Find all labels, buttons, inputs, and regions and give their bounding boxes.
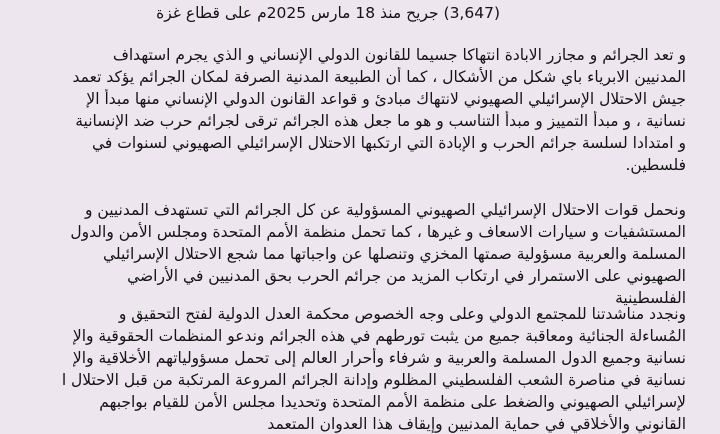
paragraph-line: المسلمة والعربية مسؤولية صمتها المخزي وتنصلها عن واجباتها مما شجع الاحتلال الإسرائيلي — [102, 245, 686, 263]
header-line: (3,647) جريح منذ 18 مارس 2025م على قطاع غزة — [156, 4, 500, 22]
paragraph-line: المُساءلة الجنائية ومعاقبة جميع من يثبت تورطهم في هذه الجرائم وندعو المنظمات الحقوقية والإ — [72, 327, 686, 345]
paragraph-line: الفلسطينية — [615, 289, 686, 307]
paragraph-line: نسانية ، و مبدأ التمييز و مبدأ التناسب و هو ما جعل هذه الجرائم ترقى لجرائم حرب ضد الإنسانية — [75, 112, 686, 130]
paragraph-line: لإسرائيلي الصهيوني والضغط على منظمة الأمم المتحدة وتحديدا مجلس الأمن للقيام بواجبهم — [99, 393, 686, 411]
paragraph-line: جيش الاحتلال الإسرائيلي الصهيوني لانتهاك مبادئ و قواعد القانون الدولي الإنساني منها مبدأ الإ — [86, 90, 686, 108]
paragraph-line: الصهيوني على الاستمرار في ارتكاب المزيد من جرائم الحرب بحق المدنيين في الأراضي — [127, 267, 686, 285]
paragraph-line: ونحمل قوات الاحتلال الإسرائيلي الصهيوني المسؤولية عن كل الجرائم التي تستهدف المدنيين و — [84, 201, 686, 219]
paragraph-line: المدنيين الابرياء باي شكل من الأشكال ، كما أن الطبيعة المدنية الصرفة لمكان الجرائم يؤكد تعمد — [72, 68, 686, 86]
paragraph-line: نسانية وجميع الدول المسلمة والعربية و شرفاء وأحرار العالم إلى تحمل مسؤولياتهم الأخلاقية والإ — [72, 349, 686, 367]
paragraph-line: ونجدد مناشدتنا للمجتمع الدولي وعلى وجه الخصوص محكمة العدل الدولية لفتح التحقيق و — [118, 305, 686, 323]
paragraph-line: القانوني والأخلاقي في حماية المدنيين وإيقاف هذا العدوان المتعمد — [267, 415, 686, 433]
paragraph-line: و امتدادا لسلسة جرائم الحرب و الإبادة التي ارتكبها الاحتلال الإسرائيلي الصهيوني لسنوات في — [91, 134, 686, 152]
paragraph-line: و تعد الجرائم و مجازر الابادة انتهاكا جسيما للقانون الدولي الإنساني و الذي يجرم استهداف — [112, 46, 686, 64]
paragraph-line: المستشفيات و سيارات الاسعاف و غيرها ، كما تحمل منظمة الأمم المتحدة ومجلس الأمن والدول — [70, 223, 686, 241]
paragraph-line: نسانية في مناصرة الشعب الفلسطيني المظلوم وإدانة الجرائم المروعة المرتكبة من قبل الاحتلال ا — [61, 371, 686, 389]
paragraph-line: فلسطين. — [625, 156, 686, 174]
